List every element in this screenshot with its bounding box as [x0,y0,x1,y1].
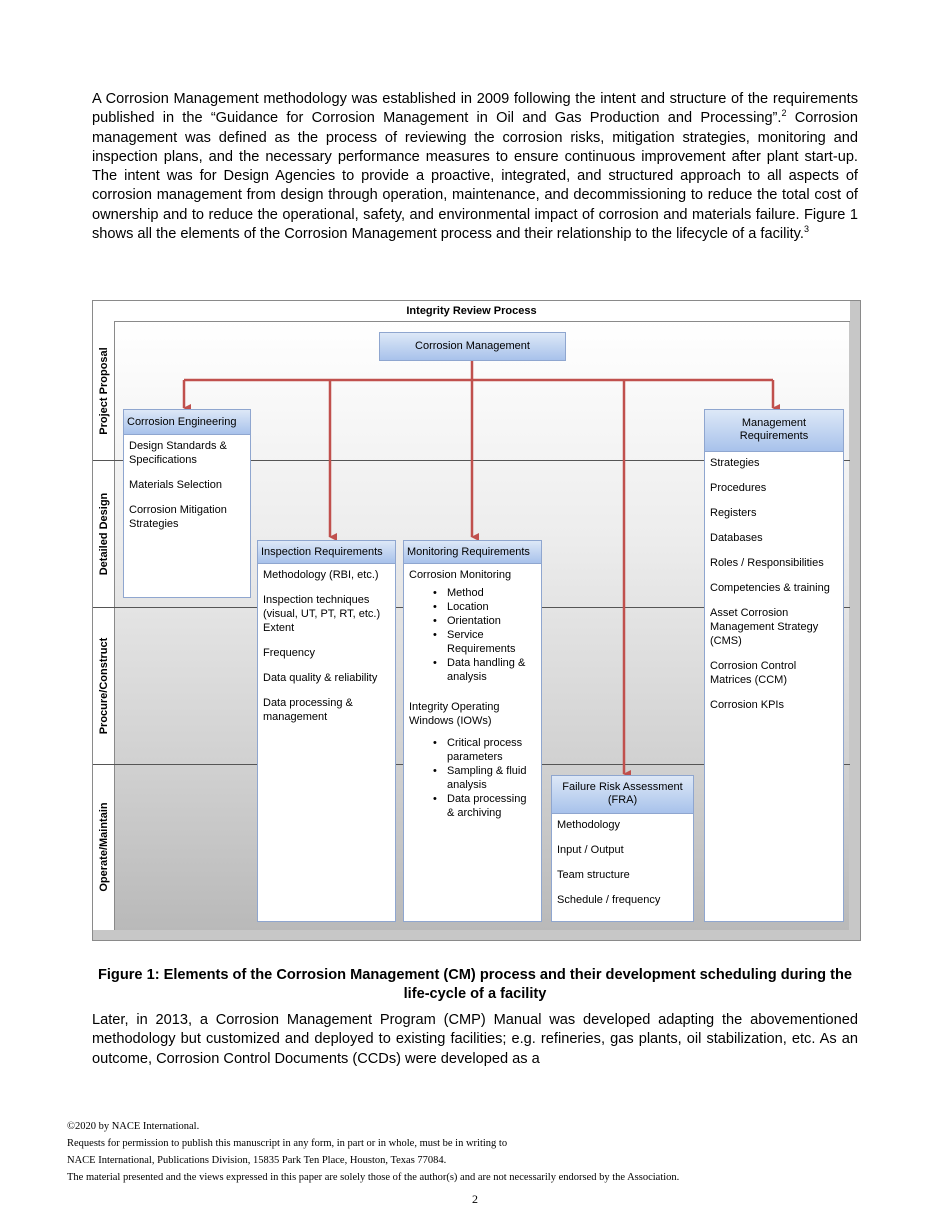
list-item: Input / Output [557,844,624,856]
list-item: Data processing & management [263,697,353,723]
lane-operate-maintain: Operate/Maintain [97,802,110,892]
list-item: Corrosion KPIs [710,699,784,711]
lane-label-column [93,321,115,930]
list-item: • Orientation [447,614,536,628]
list-item: Design Standards & Specifications [129,440,227,466]
lane-project-proposal: Project Proposal [97,346,110,435]
list-item: Extent [263,622,295,634]
intro-text: A Corrosion Management methodology was established in 2009 following the intent and structure of the requirements published in the “Guidance for Corrosion Management in Oil and Gas Production and Processing”. [92,91,858,127]
iow-bullets [409,736,536,820]
corrosion-management-figure [92,300,861,941]
section-heading: Integrity Operating Windows (IOWs) [409,701,500,727]
corrosion-management-box: Corrosion Management [379,332,566,361]
box-title: Management Requirements [705,410,843,452]
corrosion-engineering-box [123,409,251,598]
intro-text-continued: Corrosion management was defined as the process of reviewing the corrosion risks, mitigation strategies, monitoring and inspection plans, and the necessary performance measures to ensure continuous improvement after plant start-up. The intent was for Design Agencies to provide a proactive, integrated, and structured approach to all aspects of corrosion management from design through operation, maintenance, and decommissioning to reduce the total cost of ownership and to reduce the operational, safety, and environmental impact of corrosion and materials failure. Figure 1 shows all the elements of the Corrosion Management process and their relationship to the lifecycle of a facility. [92,110,858,243]
footnote-ref-3: 3 [803,224,809,235]
footer-permission: Requests for permission to publish this manuscript in any form, in part or in whole, must be in writing to [67,1138,508,1149]
list-item: Methodology (RBI, etc.) [263,569,379,581]
footer-address: NACE International, Publications Division, 15835 Park Ten Place, Houston, Texas 77084. [67,1155,447,1166]
lane-detailed-design: Detailed Design [97,492,110,575]
monitoring-requirements-box [403,540,542,922]
list-item: • Critical process parameters [447,736,536,764]
list-item: Asset Corrosion Management Strategy (CMS) [710,607,819,647]
list-item: Materials Selection [129,479,222,491]
list-item: • Method [447,586,536,600]
list-item: Team structure [557,869,630,881]
inspection-requirements-box [257,540,396,922]
page-number: 2 [472,1192,478,1206]
list-item: Schedule / frequency [557,894,661,906]
list-item: • Data handling & analysis [447,656,536,684]
box-title: Corrosion Engineering [124,410,250,435]
list-item: Competencies & training [710,582,830,594]
list-item: Roles / Responsibilities [710,557,824,569]
list-item: • Data processing & archiving [447,792,536,820]
list-item: Registers [710,507,757,519]
management-requirements-box [704,409,844,922]
lane-procure-construct: Procure/Construct [97,637,110,734]
monitoring-bullets [409,586,536,684]
list-item: Procedures [710,482,767,494]
list-item: Data quality & reliability [263,672,378,684]
footnote-ref-2: 2 [781,108,787,119]
intro-paragraph [92,90,858,244]
list-item: • Location [447,600,536,614]
list-item: Corrosion Control Matrices (CCM) [710,660,797,686]
list-item: Methodology [557,819,620,831]
list-item: • Sampling & fluid analysis [447,764,536,792]
second-paragraph: Later, in 2013, a Corrosion Management Program (CMP) Manual was developed adapting the abovementioned methodology but customized and deployed to existing facilities; e.g. refineries, gas plants, oil stabilization, etc. As an outcome, Corrosion Control Documents (CCDs) were developed as a [92,1012,858,1067]
list-item: • Service Requirements [447,628,536,656]
failure-risk-assessment-box [551,775,694,922]
footer-disclaimer: The material presented and the views expressed in this paper are solely those of the author(s) and are not necessarily endorsed by the Association. [67,1172,680,1183]
footer-copyright: ©2020 by NACE International. [67,1121,200,1132]
list-item: Databases [710,532,763,544]
list-item: Inspection techniques (visual, UT, PT, RT, etc.) [263,594,381,620]
list-item: Corrosion Mitigation Strategies [129,504,227,530]
box-title: Monitoring Requirements [404,541,541,564]
list-item: Strategies [710,457,760,469]
section-heading: Corrosion Monitoring [409,569,512,581]
box-title: Inspection Requirements [258,541,395,564]
list-item: Frequency [263,647,315,659]
figure-caption: Figure 1: Elements of the Corrosion Management (CM) process and their development scheduling during the life-cycle of a facility [97,967,853,1003]
box-title: Failure Risk Assessment (FRA) [552,776,693,814]
figure-header: Integrity Review Process [93,301,850,322]
